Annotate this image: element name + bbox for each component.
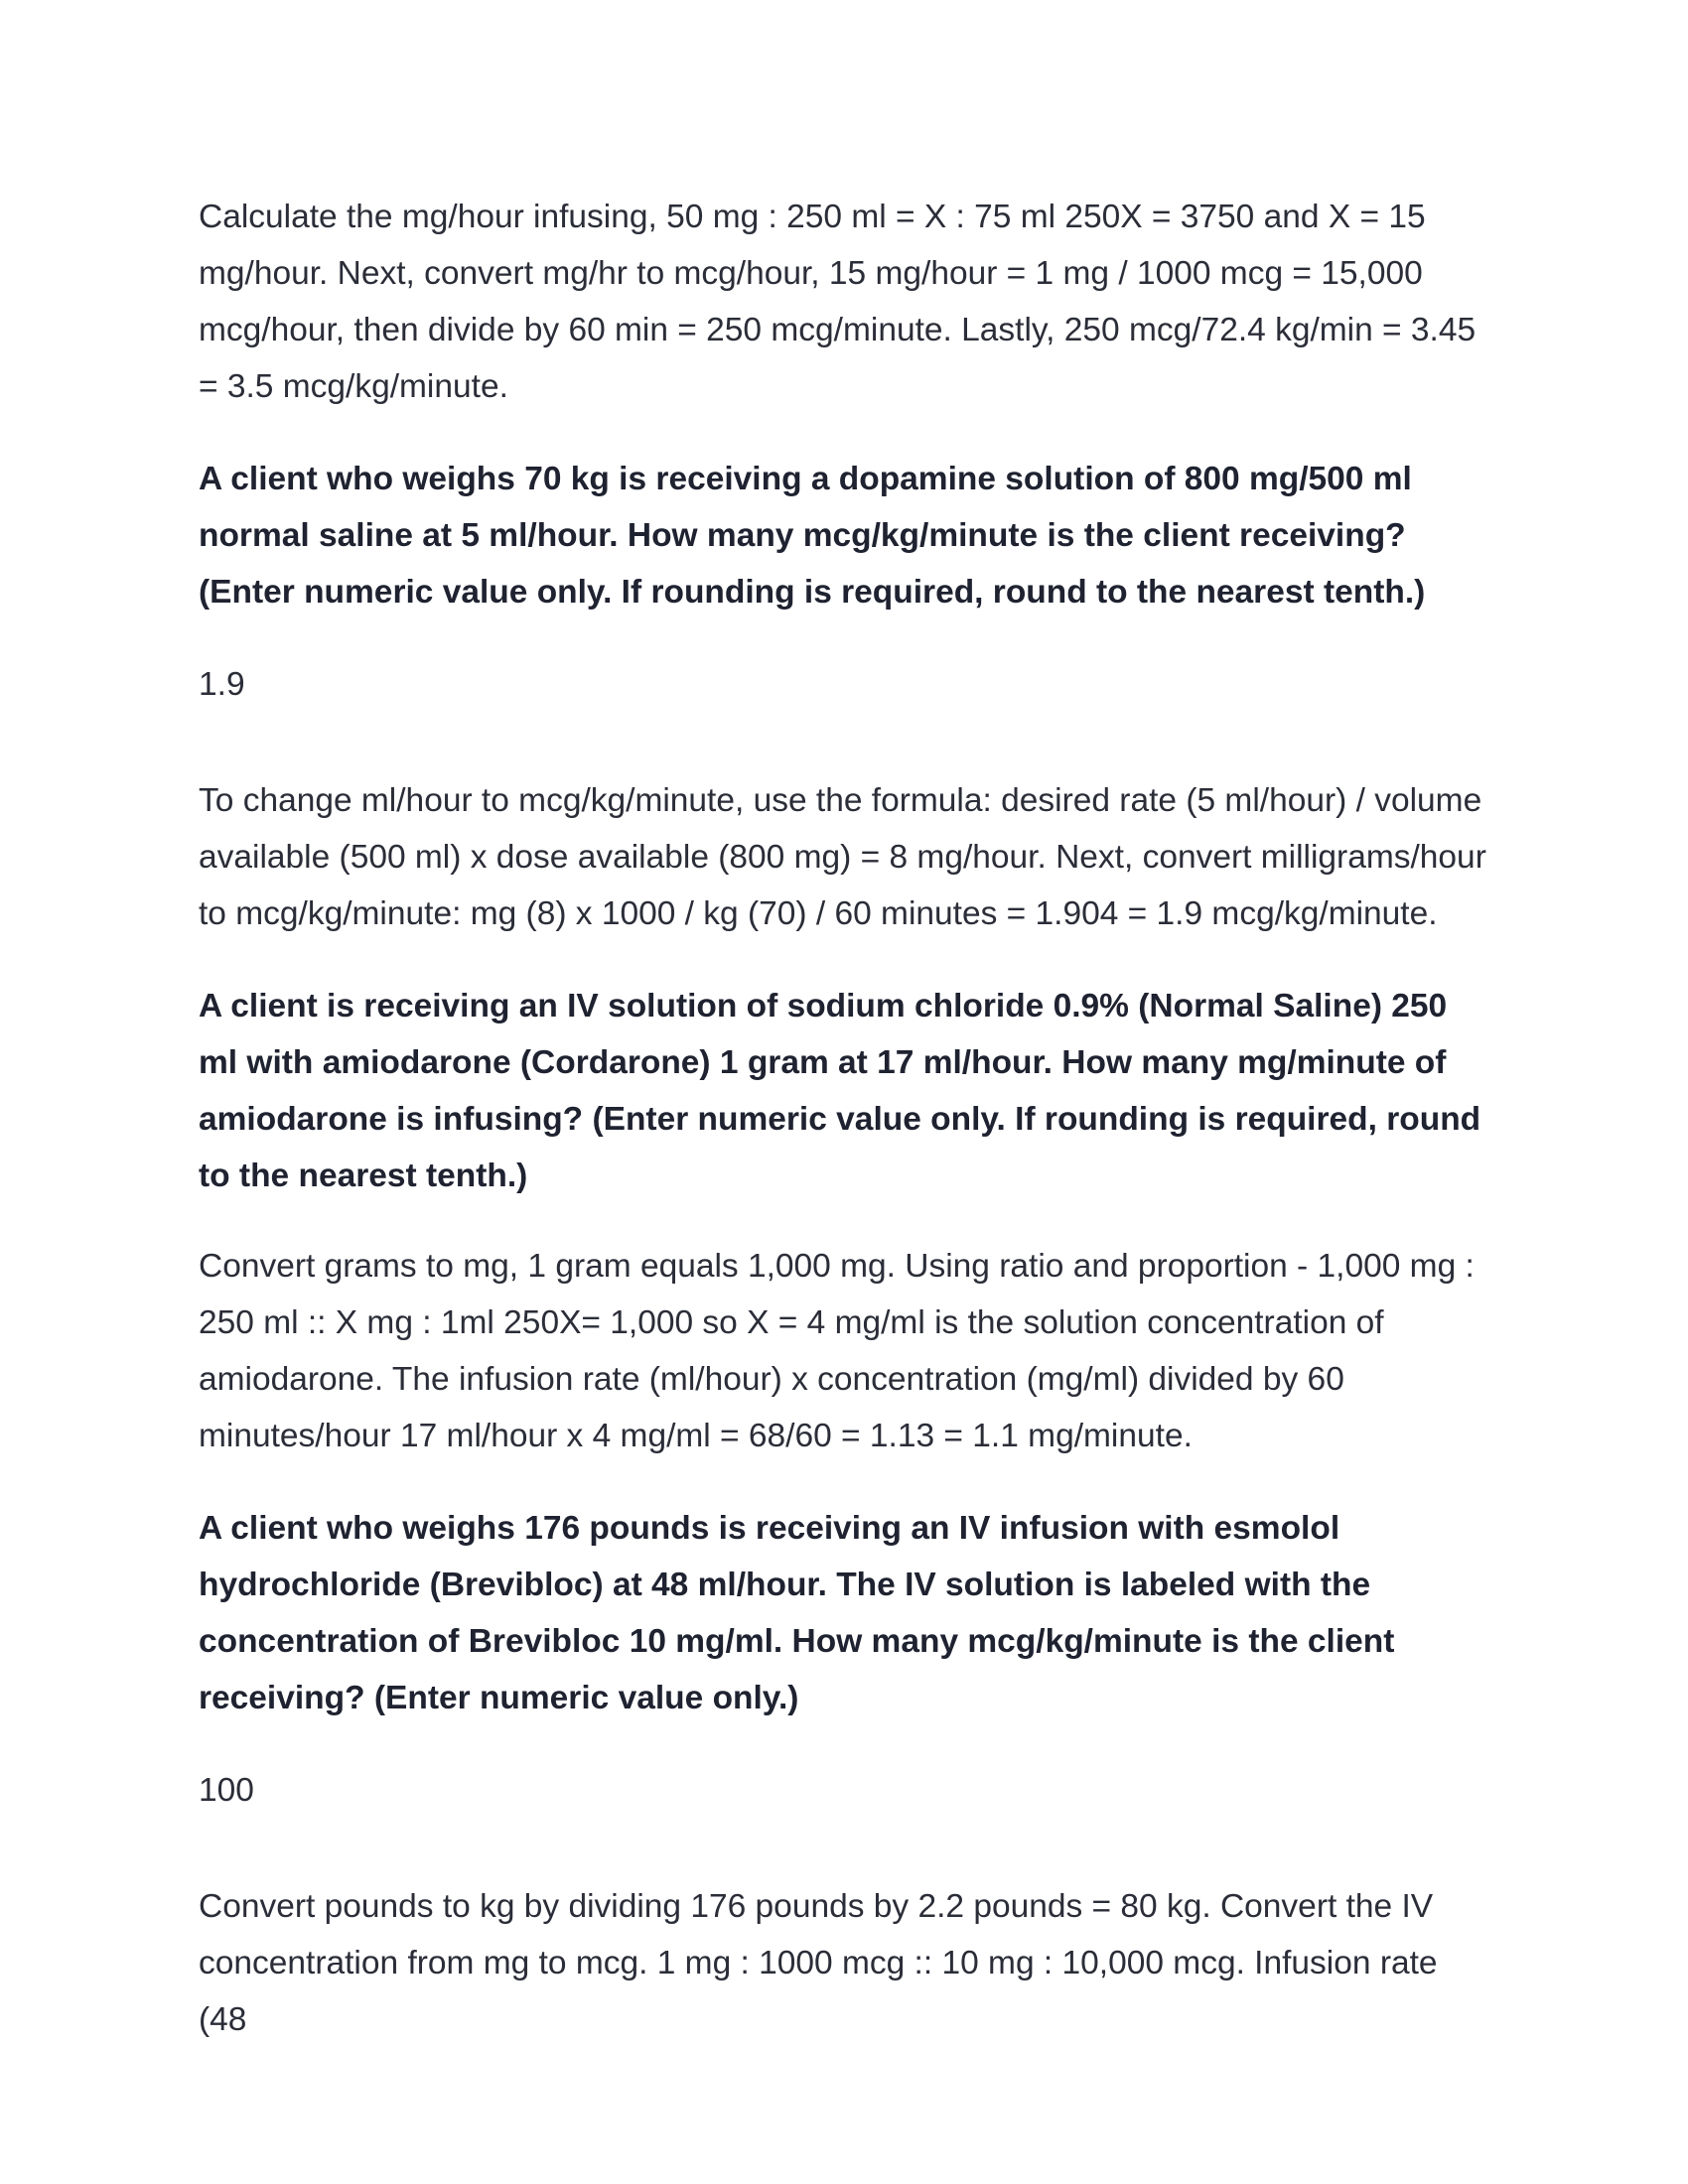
explanation-paragraph: Convert pounds to kg by dividing 176 pounds by 2.2 pounds = 80 kg. Convert the IV concentration from mg to mcg. 1 mg : 1000 mcg :: 10 mg : 10,000 mcg. Infusion rate (48	[199, 1888, 1438, 2038]
explanation-paragraph: To change ml/hour to mcg/kg/minute, use the formula: desired rate (5 ml/hour) / volume available (500 ml) x dose available (800 mg) = 8 mg/hour. Next, convert milligrams/hour to mcg/kg/minute: mg (8) x 1000 / kg (70) / 60 minutes = 1.904 = 1.9 mcg/kg/minute.	[199, 782, 1486, 932]
document-page	[199, 189, 1489, 2048]
question-paragraph: A client is receiving an IV solution of sodium chloride 0.9% (Normal Saline) 250 ml with amiodarone (Cordarone) 1 gram at 17 ml/hour. How many mg/minute of amiodarone is infusing? (Enter numeric value only. If rounding is required, round to the nearest tenth.)	[199, 988, 1481, 1194]
question-paragraph: A client who weighs 176 pounds is receiving an IV infusion with esmolol hydrochloride (Brevibloc) at 48 ml/hour. The IV solution is labeled with the concentration of Brevibloc 10 mg/ml. How many mcg/kg/minute is the client receiving? (Enter numeric value only.)	[199, 1510, 1395, 1716]
question-paragraph: A client who weighs 70 kg is receiving a dopamine solution of 800 mg/500 ml normal saline at 5 ml/hour. How many mcg/kg/minute is the client receiving? (Enter numeric value only. If rounding is required, round to the nearest tenth.)	[199, 461, 1426, 611]
answer-value: 1.9	[199, 666, 245, 703]
explanation-paragraph: Convert grams to mg, 1 gram equals 1,000 mg. Using ratio and proportion - 1,000 mg : 250 ml :: X mg : 1ml 250X= 1,000 so X = 4 mg/ml is the solution concentration of amiodarone. The infusion rate (ml/hour) x concentration (mg/ml) divided by 60 minutes/hour 17 ml/hour x 4 mg/ml = 68/60 = 1.13 = 1.1 mg/minute.	[199, 1248, 1475, 1454]
answer-value: 100	[199, 1772, 254, 1809]
explanation-paragraph: Calculate the mg/hour infusing, 50 mg : 250 ml = X : 75 ml 250X = 3750 and X = 15 mg/hour. Next, convert mg/hr to mcg/hour, 15 mg/hour = 1 mg / 1000 mcg = 15,000 mcg/hour, then divide by 60 min = 250 mcg/minute. Lastly, 250 mcg/72.4 kg/min = 3.45 = 3.5 mcg/kg/minute.	[199, 199, 1477, 405]
